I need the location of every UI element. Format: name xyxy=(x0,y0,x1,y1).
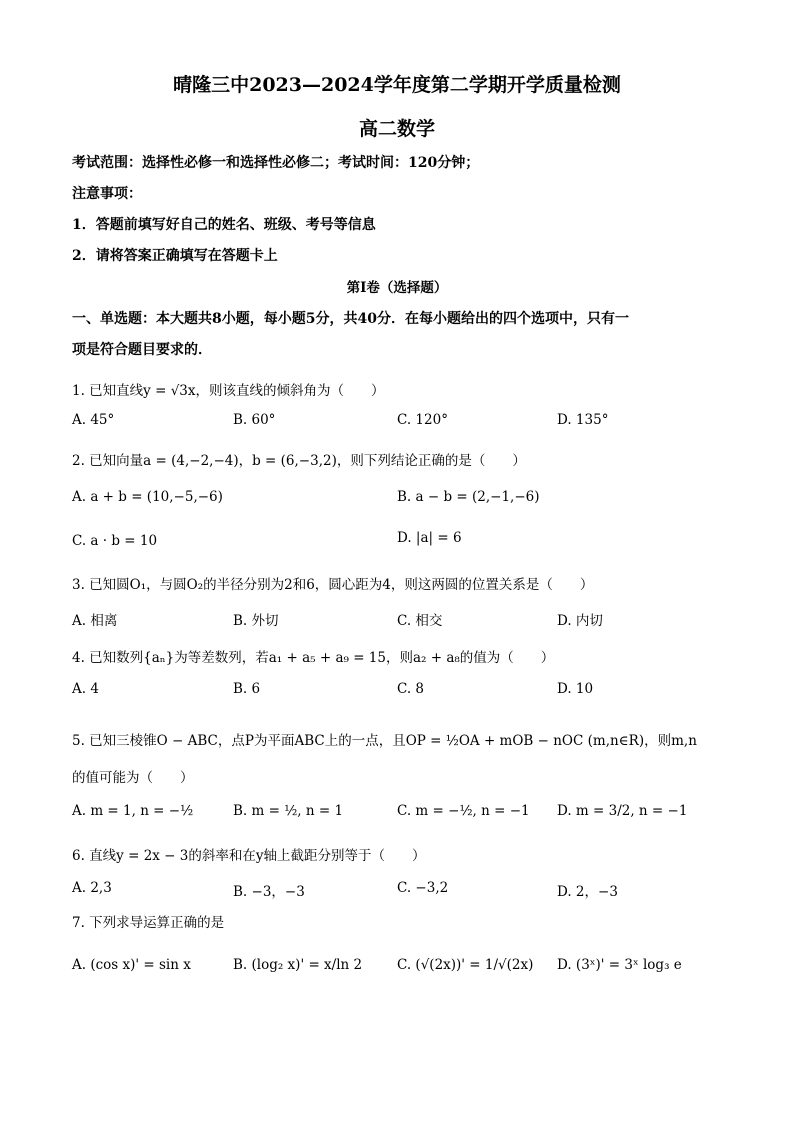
page-subtitle: 高二数学 xyxy=(358,118,435,140)
question-stem: 6. 直线y = 2x − 3的斜率和在y轴上截距分别等于（ ） xyxy=(72,848,426,864)
option-d: D. m = 3/2, n = −1 xyxy=(557,803,688,819)
option-a: A. (cos x)' = sin x xyxy=(72,957,191,973)
option-c: C. a · b = 10 xyxy=(72,533,158,549)
page-title: 晴隆三中2023—2024学年度第二学期开学质量检测 xyxy=(173,74,621,96)
question-stem: 5. 已知三棱锥O − ABC，点P为平面ABC上的一点，且OP = ½OA + mOB − nOC (m,n∈R)，则m,n xyxy=(72,733,697,749)
option-c: C. (√(2x))' = 1/√(2x) xyxy=(397,957,534,973)
option-a: A. a + b = (10,−5,−6) xyxy=(72,489,223,505)
question-stem: 4. 已知数列{aₙ}为等差数列，若a₁ + a₅ + a₉ = 15，则a₂ + a₈的值为（ ） xyxy=(72,650,555,666)
option-d: D. 内切 xyxy=(557,613,603,629)
option-b: B. (log₂ x)' = x/ln 2 xyxy=(233,957,363,973)
option-d: D. 2，−3 xyxy=(557,884,618,900)
option-b: B. a − b = (2,−1,−6) xyxy=(397,489,540,505)
option-d: D. 135° xyxy=(557,412,609,428)
option-a: A. 2,3 xyxy=(72,880,112,896)
note-item: 1．答题前填写好自己的姓名、班级、考号等信息 xyxy=(72,217,376,233)
section-instructions: 一、单选题：本大题共8小题，每小题5分，共40分．在每小题给出的四个选项中，只有一 xyxy=(72,311,629,327)
exam-info: 考试范围：选择性必修一和选择性必修二；考试时间：120分钟； xyxy=(72,155,480,171)
option-b: B. m = ½, n = 1 xyxy=(233,803,344,819)
option-d: D. 10 xyxy=(557,681,594,697)
option-a: A. 4 xyxy=(72,681,99,697)
option-c: C. 8 xyxy=(397,681,425,697)
question-stem: 7. 下列求导运算正确的是 xyxy=(72,915,225,931)
option-c: C. 120° xyxy=(397,412,448,428)
option-b: B. 6 xyxy=(233,681,261,697)
section-instructions-cont: 项是符合题目要求的． xyxy=(72,342,212,358)
option-b: B. −3，−3 xyxy=(233,884,305,900)
volume-title: 第I卷（选择题） xyxy=(346,280,448,296)
option-a: A. 45° xyxy=(72,412,115,428)
question-stem-cont: 的值可能为（ ） xyxy=(72,770,194,786)
option-d: D. (3ˣ)' = 3ˣ log₃ e xyxy=(557,957,682,973)
question-stem: 3. 已知圆O₁，与圆O₂的半径分别为2和6，圆心距为4，则这两圆的位置关系是（ ） xyxy=(72,577,594,593)
option-c: C. m = −½, n = −1 xyxy=(397,803,530,819)
option-d: D. |a| = 6 xyxy=(397,530,462,546)
question-stem: 1. 已知直线y = √3x，则该直线的倾斜角为（ ） xyxy=(72,383,385,399)
option-b: B. 外切 xyxy=(233,613,279,629)
question-stem: 2. 已知向量a = (4,−2,−4)，b = (6,−3,2)，则下列结论正确的是（ ） xyxy=(72,453,526,469)
option-a: A. m = 1, n = −½ xyxy=(72,803,194,819)
option-b: B. 60° xyxy=(233,412,276,428)
note-item: 2．请将答案正确填写在答题卡上 xyxy=(72,248,278,264)
option-a: A. 相离 xyxy=(72,613,118,629)
option-c: C. 相交 xyxy=(397,613,443,629)
notes-heading: 注意事项： xyxy=(72,186,142,202)
option-c: C. −3,2 xyxy=(397,880,449,896)
